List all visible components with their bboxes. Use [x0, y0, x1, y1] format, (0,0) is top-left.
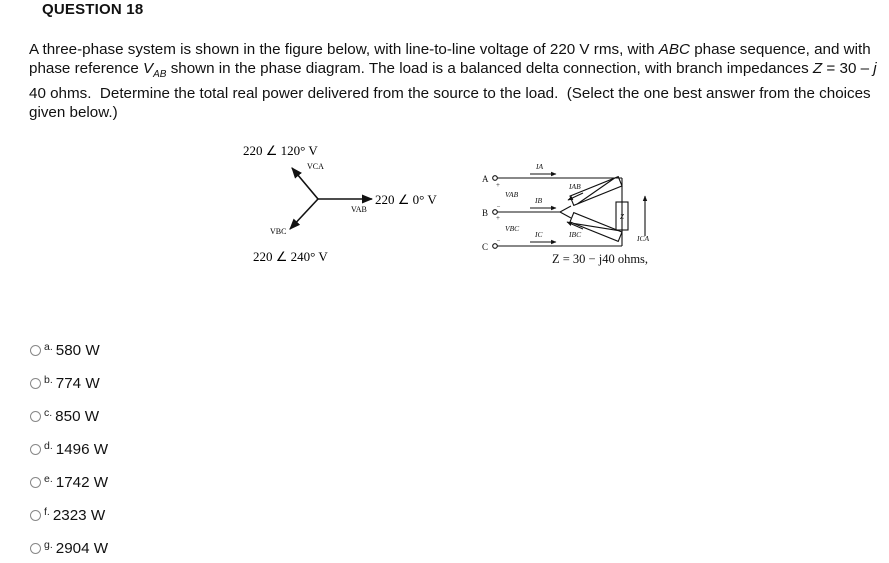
- choice-text: 774 W: [55, 374, 100, 392]
- radio-button[interactable]: [30, 345, 41, 356]
- choice-letter: c.: [44, 407, 53, 419]
- vbc-value-label: 220 ∠ 240° V: [253, 249, 328, 264]
- z-box-label: Z: [620, 213, 624, 221]
- iab-label: IAB: [569, 182, 581, 191]
- vab-phasor-name: VAB: [351, 205, 367, 214]
- choice-g[interactable]: [30, 537, 170, 559]
- choice-letter: d.: [44, 440, 53, 452]
- vab-circuit-label: VAB: [505, 190, 519, 199]
- choice-text: 1742 W: [55, 473, 109, 491]
- terminal-c-label: C: [482, 242, 489, 252]
- ica-label: ICA: [637, 234, 650, 243]
- circuit-diagram: [482, 162, 650, 266]
- svg-text:–: –: [497, 238, 500, 244]
- radio-button[interactable]: [30, 477, 41, 488]
- choice-c[interactable]: [30, 405, 170, 427]
- choice-f[interactable]: [30, 504, 170, 526]
- radio-button[interactable]: [30, 411, 41, 422]
- choice-d[interactable]: [30, 438, 170, 460]
- choice-letter: a.: [44, 341, 53, 353]
- ia-label: IA: [536, 162, 544, 171]
- choice-text: 850 W: [55, 407, 100, 425]
- svg-text:–: –: [497, 204, 500, 210]
- radio-button[interactable]: [30, 378, 41, 389]
- impedance-value-label: Z = 30 − j40 ohms,: [552, 252, 649, 266]
- vbc-phasor-name: VBC: [270, 227, 287, 236]
- radio-button[interactable]: [30, 543, 41, 554]
- vab-value-label: 220 ∠ 0° V: [375, 192, 437, 207]
- vca-phasor-arrow: [292, 168, 318, 199]
- choice-e[interactable]: [30, 471, 170, 493]
- terminal-a-label: A: [482, 174, 489, 184]
- choice-text: 580 W: [55, 341, 100, 359]
- vca-phasor-name: VCA: [307, 162, 324, 171]
- choice-letter: e.: [44, 473, 53, 485]
- choice-text: 1496 W: [55, 440, 109, 458]
- question-heading: QUESTION 18: [42, 1, 144, 18]
- vca-value-label: 220 ∠ 120° V: [243, 143, 318, 158]
- vbc-circuit-label: VBC: [505, 224, 520, 233]
- terminal-b-label: B: [482, 208, 489, 218]
- choice-letter: b.: [44, 374, 53, 386]
- svg-text:+: +: [496, 214, 500, 222]
- vbc-phasor-arrow: [290, 199, 318, 229]
- ibc-label: IBC: [569, 230, 582, 239]
- choice-b[interactable]: [30, 372, 170, 394]
- radio-button[interactable]: [30, 444, 41, 455]
- ic-label: IC: [535, 230, 543, 239]
- question-text: A three-phase system is shown in the figure below, with line-to-line voltage of 220 V rms, with ABC phase sequence, and with phase reference $V_{AB}$ shown in the phase diagram. The load is a balanced delta connection, with branch impedances Z = 30 – j 40 ohms. Determine the total real power delivered from the source to the load. (Select the one best answer from the choices given below.): [29, 41, 881, 122]
- ib-label: IB: [535, 196, 543, 205]
- phasor-diagram: [243, 143, 437, 264]
- choice-text: 2323 W: [52, 506, 106, 524]
- choice-text: 2904 W: [55, 539, 109, 557]
- choice-a[interactable]: [30, 339, 170, 361]
- svg-text:+: +: [496, 181, 500, 189]
- choice-letter: f.: [44, 506, 50, 518]
- choice-letter: g.: [44, 539, 53, 551]
- radio-button[interactable]: [30, 510, 41, 521]
- impedance-ab: [570, 177, 622, 206]
